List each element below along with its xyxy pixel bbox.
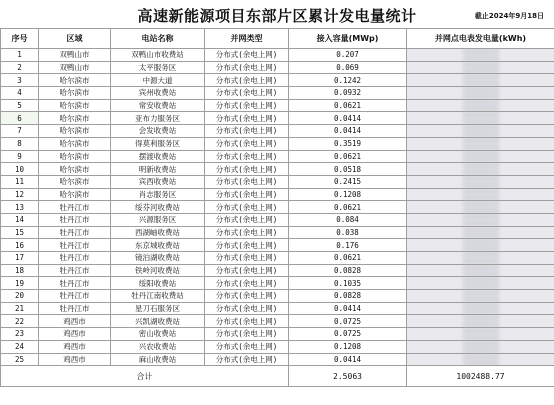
table-row xyxy=(1,74,554,87)
cell-capacity[interactable]: 0.1242 xyxy=(289,74,407,87)
table-row xyxy=(1,277,554,290)
cell-generation-redacted[interactable] xyxy=(407,150,554,163)
cell-station-name[interactable]: 得莫利服务区 xyxy=(111,137,205,150)
cell-area[interactable]: 牡丹江市 xyxy=(39,213,111,226)
cell-no[interactable]: 3 xyxy=(1,74,39,87)
redaction-blur xyxy=(463,328,499,340)
cell-grid-type[interactable]: 分布式(余电上网) xyxy=(205,226,289,239)
cell-station-name[interactable]: 星刀石服务区 xyxy=(111,302,205,315)
cell-station-name[interactable]: 双鸭山市收费站 xyxy=(111,49,205,62)
redaction-blur xyxy=(463,100,499,112)
cell-grid-type[interactable]: 分布式(余电上网) xyxy=(205,328,289,341)
cell-no[interactable]: 5 xyxy=(1,99,39,112)
total-generation[interactable]: 1002488.77 xyxy=(407,366,554,387)
header-station-name[interactable]: 电站名称 xyxy=(111,29,205,49)
cell-no[interactable]: 25 xyxy=(1,353,39,366)
redaction-blur xyxy=(463,201,499,213)
cell-generation-redacted[interactable] xyxy=(407,188,554,201)
cell-station-name[interactable]: 铁岭河收费站 xyxy=(111,264,205,277)
cell-generation-redacted[interactable] xyxy=(407,252,554,265)
table-row xyxy=(1,328,554,341)
cell-grid-type[interactable]: 分布式(余电上网) xyxy=(205,175,289,188)
generation-table xyxy=(0,28,554,387)
cell-area[interactable]: 哈尔滨市 xyxy=(39,175,111,188)
redaction-blur xyxy=(463,151,499,163)
cell-capacity[interactable]: 0.0828 xyxy=(289,264,407,277)
cell-area[interactable]: 牡丹江市 xyxy=(39,264,111,277)
cell-grid-type[interactable]: 分布式(余电上网) xyxy=(205,264,289,277)
cell-generation-redacted[interactable] xyxy=(407,61,554,74)
cell-capacity[interactable]: 0.1035 xyxy=(289,277,407,290)
cell-generation-redacted[interactable] xyxy=(407,137,554,150)
header-row xyxy=(1,29,554,49)
table-row xyxy=(1,61,554,74)
cell-station-name[interactable]: 绥芬河收费站 xyxy=(111,201,205,214)
redaction-blur xyxy=(463,74,499,86)
cell-capacity[interactable]: 0.1208 xyxy=(289,188,407,201)
cell-grid-type[interactable]: 分布式(余电上网) xyxy=(205,49,289,62)
cell-station-name[interactable]: 常安收费站 xyxy=(111,99,205,112)
table-row xyxy=(1,99,554,112)
cell-area[interactable]: 哈尔滨市 xyxy=(39,137,111,150)
title-row xyxy=(0,0,554,28)
table-row xyxy=(1,264,554,277)
redaction-blur xyxy=(463,87,499,99)
redaction-blur xyxy=(463,112,499,124)
cell-grid-type[interactable]: 分布式(余电上网) xyxy=(205,99,289,112)
table-row xyxy=(1,112,554,125)
cell-capacity[interactable]: 0.3519 xyxy=(289,137,407,150)
cell-no[interactable]: 6 xyxy=(1,112,39,125)
cell-grid-type[interactable]: 分布式(余电上网) xyxy=(205,87,289,100)
cell-grid-type[interactable]: 分布式(余电上网) xyxy=(205,290,289,303)
redaction-blur xyxy=(463,239,499,251)
cell-area[interactable]: 牡丹江市 xyxy=(39,239,111,252)
redaction-blur xyxy=(463,354,499,366)
cell-capacity[interactable]: 0.0414 xyxy=(289,302,407,315)
cell-no[interactable]: 13 xyxy=(1,201,39,214)
cell-station-name[interactable]: 摆渡收费站 xyxy=(111,150,205,163)
cell-generation-redacted[interactable] xyxy=(407,213,554,226)
redaction-blur xyxy=(463,303,499,315)
cell-grid-type[interactable]: 分布式(余电上网) xyxy=(205,201,289,214)
header-generation[interactable]: 并网点电表发电量(kWh) xyxy=(407,29,554,49)
cell-grid-type[interactable]: 分布式(余电上网) xyxy=(205,315,289,328)
cell-generation-redacted[interactable] xyxy=(407,99,554,112)
cell-area[interactable]: 哈尔滨市 xyxy=(39,112,111,125)
cell-no[interactable]: 8 xyxy=(1,137,39,150)
cell-capacity[interactable]: 0.0621 xyxy=(289,252,407,265)
cell-capacity[interactable]: 0.0414 xyxy=(289,112,407,125)
cell-capacity[interactable]: 0.176 xyxy=(289,239,407,252)
redaction-blur xyxy=(463,315,499,327)
cell-no[interactable]: 21 xyxy=(1,302,39,315)
cell-station-name[interactable]: 绥阳收费站 xyxy=(111,277,205,290)
redaction-blur xyxy=(463,227,499,239)
table-row xyxy=(1,87,554,100)
cell-grid-type[interactable]: 分布式(余电上网) xyxy=(205,137,289,150)
total-row xyxy=(1,366,554,387)
cell-station-name[interactable]: 宾州收费站 xyxy=(111,87,205,100)
cell-grid-type[interactable]: 分布式(余电上网) xyxy=(205,125,289,138)
table-row xyxy=(1,252,554,265)
table-row xyxy=(1,315,554,328)
cell-area[interactable]: 哈尔滨市 xyxy=(39,87,111,100)
cell-generation-redacted[interactable] xyxy=(407,226,554,239)
cell-no[interactable]: 7 xyxy=(1,125,39,138)
cell-station-name[interactable]: 太平服务区 xyxy=(111,61,205,74)
table-row xyxy=(1,239,554,252)
redaction-blur xyxy=(463,125,499,137)
cell-capacity[interactable]: 0.0725 xyxy=(289,315,407,328)
redaction-blur xyxy=(463,252,499,264)
cell-area[interactable]: 牡丹江市 xyxy=(39,252,111,265)
cell-generation-redacted[interactable] xyxy=(407,328,554,341)
cell-capacity[interactable]: 0.1208 xyxy=(289,340,407,353)
cell-grid-type[interactable]: 分布式(余电上网) xyxy=(205,302,289,315)
cell-no[interactable]: 23 xyxy=(1,328,39,341)
cell-no[interactable]: 1 xyxy=(1,49,39,62)
cell-no[interactable]: 2 xyxy=(1,61,39,74)
cell-area[interactable]: 牡丹江市 xyxy=(39,302,111,315)
cell-station-name[interactable]: 兴凯湖收费站 xyxy=(111,315,205,328)
table-row xyxy=(1,340,554,353)
cell-area[interactable]: 哈尔滨市 xyxy=(39,74,111,87)
cell-station-name[interactable]: 明新收费站 xyxy=(111,163,205,176)
header-capacity[interactable]: 接入容量(MWp) xyxy=(289,29,407,49)
redaction-blur xyxy=(463,49,499,61)
table-body xyxy=(1,49,554,366)
cell-capacity[interactable]: 0.0414 xyxy=(289,125,407,138)
cell-generation-redacted[interactable] xyxy=(407,49,554,62)
cell-capacity[interactable]: 0.0621 xyxy=(289,99,407,112)
cell-area[interactable]: 哈尔滨市 xyxy=(39,188,111,201)
redaction-blur xyxy=(463,163,499,175)
cell-generation-redacted[interactable] xyxy=(407,290,554,303)
cell-grid-type[interactable]: 分布式(余电上网) xyxy=(205,353,289,366)
cell-area[interactable]: 双鸭山市 xyxy=(39,61,111,74)
table-row xyxy=(1,201,554,214)
cell-area[interactable]: 鸡西市 xyxy=(39,340,111,353)
redaction-blur xyxy=(463,290,499,302)
cell-capacity[interactable]: 0.0414 xyxy=(289,353,407,366)
cell-grid-type[interactable]: 分布式(余电上网) xyxy=(205,61,289,74)
table-row xyxy=(1,290,554,303)
cell-no[interactable]: 17 xyxy=(1,252,39,265)
cell-generation-redacted[interactable] xyxy=(407,340,554,353)
header-area[interactable]: 区域 xyxy=(39,29,111,49)
cell-area[interactable]: 牡丹江市 xyxy=(39,201,111,214)
cell-area[interactable]: 哈尔滨市 xyxy=(39,125,111,138)
cell-no[interactable]: 16 xyxy=(1,239,39,252)
cell-generation-redacted[interactable] xyxy=(407,302,554,315)
table-row xyxy=(1,353,554,366)
cell-area[interactable]: 牡丹江市 xyxy=(39,290,111,303)
cell-capacity[interactable]: 0.069 xyxy=(289,61,407,74)
cell-station-name[interactable]: 会发收费站 xyxy=(111,125,205,138)
sheet-title: 高速新能源项目东部片区累计发电量统计 xyxy=(137,7,417,25)
cell-no[interactable]: 24 xyxy=(1,340,39,353)
cell-station-name[interactable]: 麻山收费站 xyxy=(111,353,205,366)
cell-no[interactable]: 4 xyxy=(1,87,39,100)
cell-no[interactable]: 19 xyxy=(1,277,39,290)
cell-no[interactable]: 10 xyxy=(1,163,39,176)
cell-generation-redacted[interactable] xyxy=(407,315,554,328)
cell-capacity[interactable]: 0.038 xyxy=(289,226,407,239)
redaction-blur xyxy=(463,265,499,277)
header-no[interactable]: 序号 xyxy=(1,29,39,49)
cell-area[interactable]: 牡丹江市 xyxy=(39,226,111,239)
table-row xyxy=(1,49,554,62)
cell-station-name[interactable]: 牡丹江南收费站 xyxy=(111,290,205,303)
cell-station-name[interactable]: 兴源服务区 xyxy=(111,213,205,226)
cell-no[interactable]: 9 xyxy=(1,150,39,163)
table-row xyxy=(1,175,554,188)
cell-station-name[interactable]: 西湖岫收费站 xyxy=(111,226,205,239)
cell-no[interactable]: 14 xyxy=(1,213,39,226)
cell-generation-redacted[interactable] xyxy=(407,175,554,188)
cell-grid-type[interactable]: 分布式(余电上网) xyxy=(205,213,289,226)
cell-grid-type[interactable]: 分布式(余电上网) xyxy=(205,163,289,176)
redaction-blur xyxy=(463,176,499,188)
cell-station-name[interactable]: 肖志服务区 xyxy=(111,188,205,201)
cell-grid-type[interactable]: 分布式(余电上网) xyxy=(205,340,289,353)
cell-no[interactable]: 18 xyxy=(1,264,39,277)
redaction-blur xyxy=(463,62,499,74)
cell-station-name[interactable]: 宾西收费站 xyxy=(111,175,205,188)
cell-station-name[interactable]: 东京城收费站 xyxy=(111,239,205,252)
cell-capacity[interactable]: 0.0932 xyxy=(289,87,407,100)
cell-capacity[interactable]: 0.0725 xyxy=(289,328,407,341)
cell-station-name[interactable]: 亚布力服务区 xyxy=(111,112,205,125)
table-row xyxy=(1,137,554,150)
cell-grid-type[interactable]: 分布式(余电上网) xyxy=(205,239,289,252)
cell-station-name[interactable]: 密山收费站 xyxy=(111,328,205,341)
cell-capacity[interactable]: 0.0621 xyxy=(289,150,407,163)
cell-generation-redacted[interactable] xyxy=(407,353,554,366)
cell-capacity[interactable]: 0.207 xyxy=(289,49,407,62)
cell-area[interactable]: 鸡西市 xyxy=(39,315,111,328)
cell-station-name[interactable]: 中源大道 xyxy=(111,74,205,87)
redaction-blur xyxy=(463,277,499,289)
total-label[interactable]: 合计 xyxy=(1,366,289,387)
table-row xyxy=(1,226,554,239)
table-row xyxy=(1,125,554,138)
cell-no[interactable]: 11 xyxy=(1,175,39,188)
cell-generation-redacted[interactable] xyxy=(407,74,554,87)
total-capacity[interactable]: 2.5063 xyxy=(289,366,407,387)
cell-grid-type[interactable]: 分布式(余电上网) xyxy=(205,277,289,290)
cell-generation-redacted[interactable] xyxy=(407,264,554,277)
cell-generation-redacted[interactable] xyxy=(407,277,554,290)
header-grid-type[interactable]: 并网类型 xyxy=(205,29,289,49)
cell-generation-redacted[interactable] xyxy=(407,87,554,100)
as-of-date: 截止2024年9月18日 xyxy=(474,12,544,20)
cell-generation-redacted[interactable] xyxy=(407,163,554,176)
cell-capacity[interactable]: 0.0518 xyxy=(289,163,407,176)
cell-generation-redacted[interactable] xyxy=(407,239,554,252)
cell-no[interactable]: 12 xyxy=(1,188,39,201)
cell-grid-type[interactable]: 分布式(余电上网) xyxy=(205,188,289,201)
redaction-blur xyxy=(463,138,499,150)
cell-station-name[interactable]: 兴农收费站 xyxy=(111,340,205,353)
cell-grid-type[interactable]: 分布式(余电上网) xyxy=(205,150,289,163)
cell-grid-type[interactable]: 分布式(余电上网) xyxy=(205,252,289,265)
cell-generation-redacted[interactable] xyxy=(407,125,554,138)
cell-grid-type[interactable]: 分布式(余电上网) xyxy=(205,74,289,87)
cell-area[interactable]: 哈尔滨市 xyxy=(39,99,111,112)
cell-area[interactable]: 牡丹江市 xyxy=(39,277,111,290)
table-row xyxy=(1,188,554,201)
table-row xyxy=(1,302,554,315)
cell-capacity[interactable]: 0.0621 xyxy=(289,201,407,214)
cell-area[interactable]: 哈尔滨市 xyxy=(39,150,111,163)
redaction-blur xyxy=(463,189,499,201)
cell-generation-redacted[interactable] xyxy=(407,112,554,125)
table-row xyxy=(1,150,554,163)
cell-area[interactable]: 哈尔滨市 xyxy=(39,163,111,176)
cell-station-name[interactable]: 镜泊湖收费站 xyxy=(111,252,205,265)
table-row xyxy=(1,213,554,226)
cell-no[interactable]: 22 xyxy=(1,315,39,328)
cell-area[interactable]: 双鸭山市 xyxy=(39,49,111,62)
cell-no[interactable]: 20 xyxy=(1,290,39,303)
cell-generation-redacted[interactable] xyxy=(407,201,554,214)
redaction-blur xyxy=(463,341,499,353)
table-row xyxy=(1,163,554,176)
cell-area[interactable]: 鸡西市 xyxy=(39,353,111,366)
cell-no[interactable]: 15 xyxy=(1,226,39,239)
cell-capacity[interactable]: 0.084 xyxy=(289,213,407,226)
cell-capacity[interactable]: 0.0828 xyxy=(289,290,407,303)
cell-grid-type[interactable]: 分布式(余电上网) xyxy=(205,112,289,125)
cell-capacity[interactable]: 0.2415 xyxy=(289,175,407,188)
cell-area[interactable]: 鸡西市 xyxy=(39,328,111,341)
redaction-blur xyxy=(463,214,499,226)
